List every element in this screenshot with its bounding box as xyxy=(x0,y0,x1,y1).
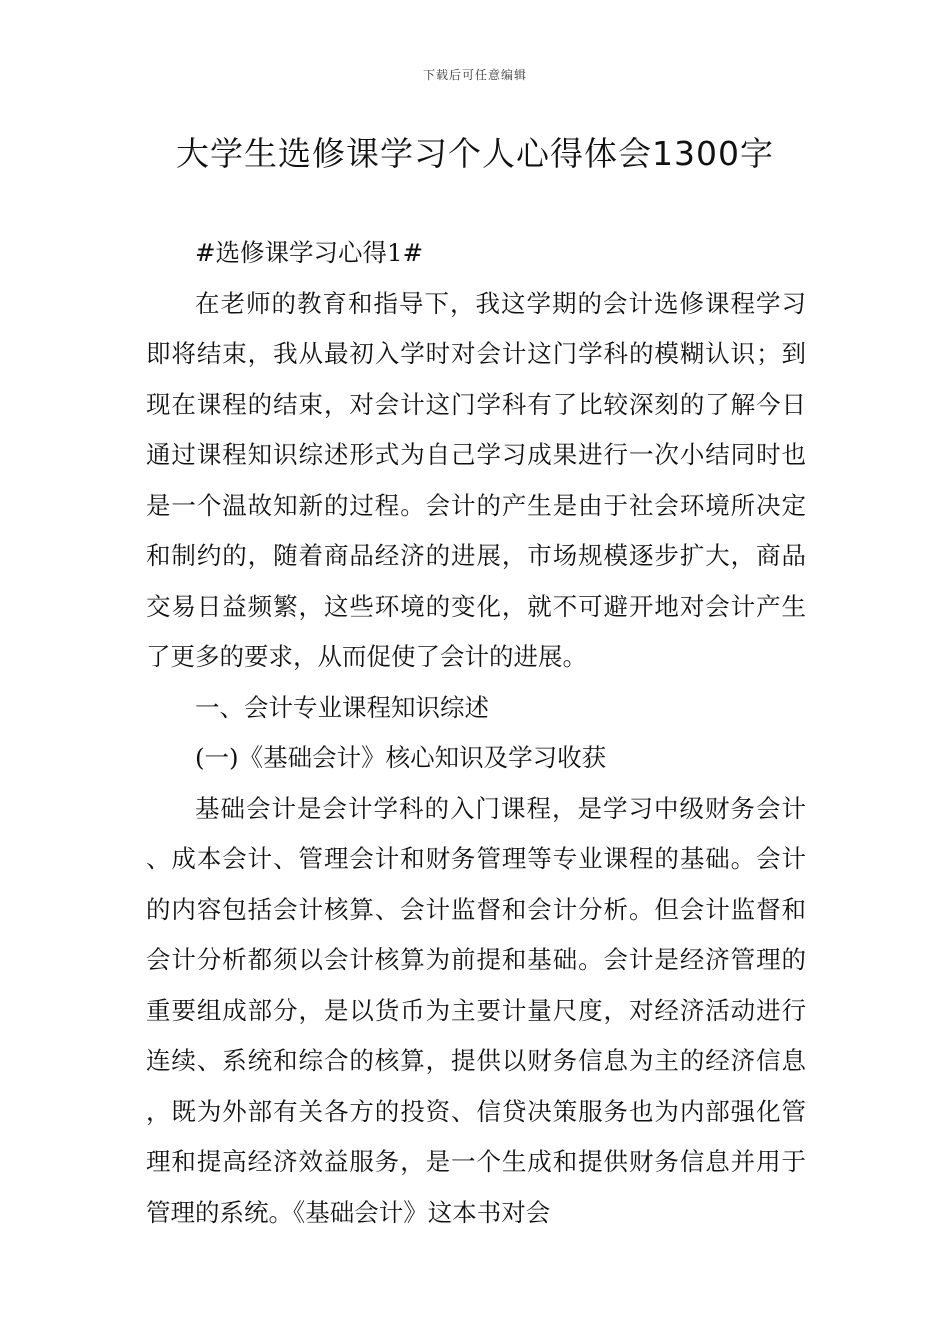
document-title: 大学生选修课学习个人心得体会1300字 xyxy=(176,134,774,173)
subsection-heading: (一)《基础会计》核心知识及学习收获 xyxy=(195,743,607,772)
body-paragraph: 在老师的教育和指导下，我这学期的会计选修课程学习即将结束，我从最初入学时对会计这门学科的模糊认识；到现在课程的结束，对会计这门学科有了比较深刻的了解今日通过课程知识综述形式为自己学习成果进行一次小结同时也是一个温故知新的过程。会计的产生是由于社会环境所决定和制约的，随着商品经济的进展，市场规模逐步扩大，商品交易日益频繁，这些环境的变化，就不可避开地对会计产生了更多的要求，从而促使了会计的进展。 xyxy=(146,288,806,671)
section-marker: #选修课学习心得1# xyxy=(195,238,424,267)
page-header-note: 下载后可任意编辑 xyxy=(422,68,527,82)
section-heading: 一、会计专业课程知识综述 xyxy=(195,692,489,722)
body-paragraph: 基础会计是会计学科的入门课程，是学习中级财务会计、成本会计、管理会计和财务管理等专业课程的基础。会计的内容包括会计核算、会计监督和会计分析。但会计监督和会计分析都须以会计核算为前提和基础。会计是经济管理的重要组成部分，是以货币为主要计量尺度，对经济活动进行连续、系统和综合的核算，提供以财务信息为主的经济信息，既为外部有关各方的投资、信贷决策服务也为内部强化管理和提高经济效益服务，是一个生成和提供财务信息并用于管理的系统。《基础会计》这本书对会 xyxy=(146,793,806,1227)
document-body xyxy=(146,228,806,1238)
